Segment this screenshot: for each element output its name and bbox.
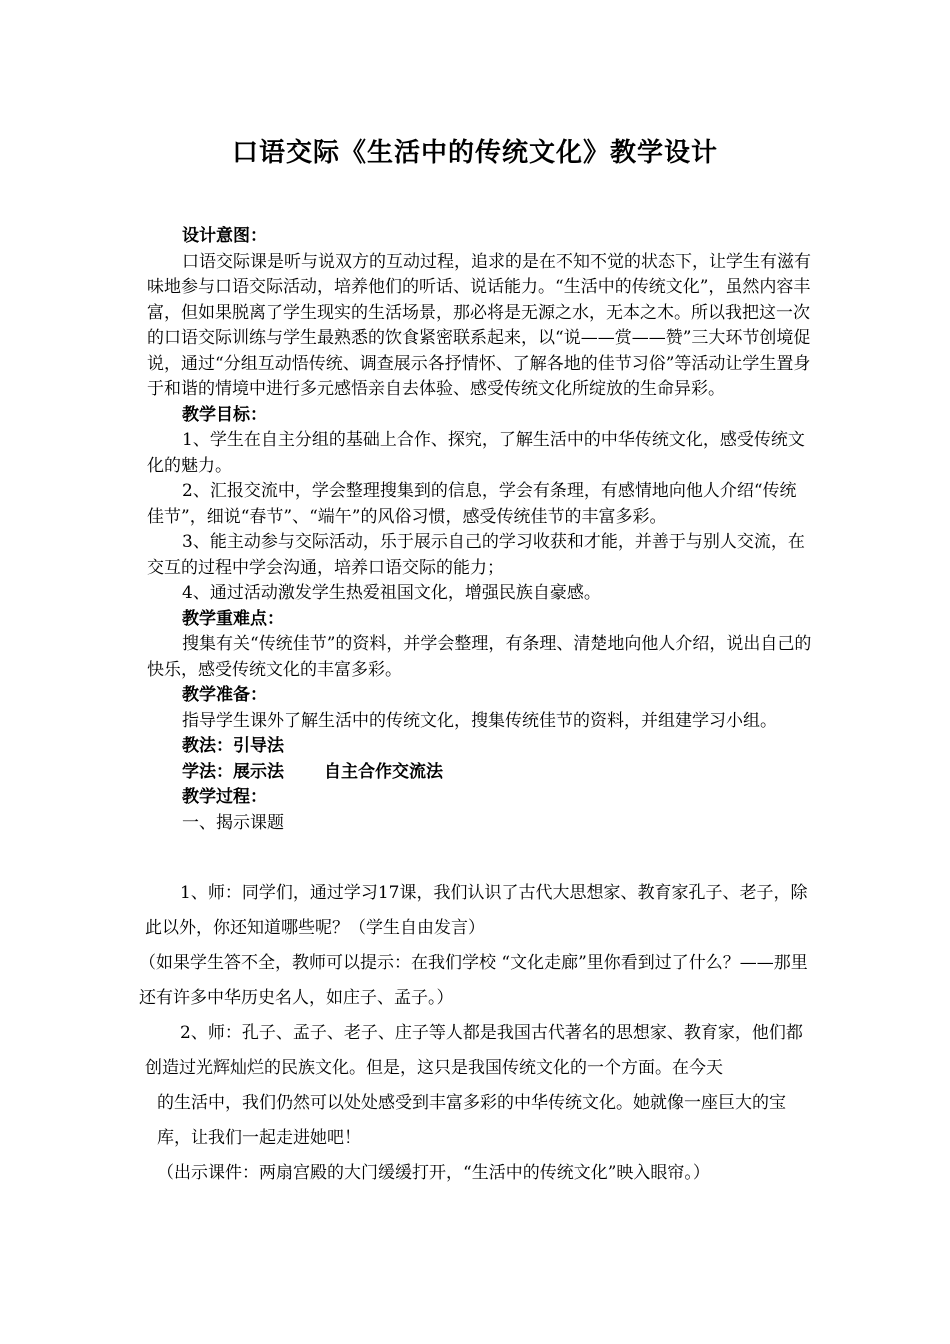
process-body — [139, 876, 815, 1191]
goal-item-4: 4、通过活动激发学生热爱祖国文化，增强民族自豪感。 — [182, 583, 601, 603]
learning-method-extra: 自主合作交流法 — [324, 761, 443, 782]
document-title: 口语交际《生活中的传统文化》教学设计 — [231, 138, 718, 168]
process-paragraph-3b: 的生活中，我们仍然可以处处感受到丰富多彩的中华传统文化。她就像一座巨大的宝库，让我们一起走进她吧！ — [157, 1093, 786, 1148]
learning-method — [147, 760, 812, 786]
process-paragraph-2: （如果学生答不全，教师可以提示：在我们学校 “文化走廊”里你看到过了什么？——那里还有许多中华历史名人，如庄子、孟子。） — [139, 953, 808, 1008]
goals-heading: 教学目标： — [182, 404, 267, 425]
intent-paragraph: 口语交际课是听与说双方的互动过程，追求的是在不知不觉的状态下，让学生有滋有味地参与口语交际活动，培养他们的听话、说话能力。“生活中的传统文化”，虽然内容丰富，但如果脱离了学生现实的生活场景，那必将是无源之水，无本之木。所以我把这一次的口语交际训练与学生最熟悉的饮食紧密联系起来，以“说——赏——赞”三大环节创境促说，通过“分组互动悟传统、调查展示各抒情怀、了解各地的佳节习俗”等活动让学生置身于和谐的情境中进行多元感悟亲自去体验、感受传统文化所绽放的生命异彩。 — [147, 251, 811, 399]
process-paragraph-3a: 2、师：孔子、孟子、老子、庄子等人都是我国古代著名的思想家、教育家，他们都创造过光辉灿烂的民族文化。但是，这只是我国传统文化的一个方面。在今天 — [145, 1023, 803, 1078]
learning-method-label: 学法：展示法 — [182, 761, 284, 782]
keypoints-paragraph: 搜集有关“传统佳节”的资料，并学会整理，有条理、清楚地向他人介绍，说出自己的快乐，感受传统文化的丰富多彩。 — [147, 634, 812, 680]
intent-heading: 设计意图： — [182, 226, 267, 246]
process-paragraph-4: （出示课件：两扇宫殿的大门缓缓打开，“生活中的传统文化”映入眼帘。） — [157, 1163, 710, 1183]
document-body — [147, 224, 812, 836]
teaching-method: 教法：引导法 — [182, 736, 284, 756]
goal-item-3: 3、能主动参与交际活动，乐于展示自己的学习收获和才能，并善于与别人交流，在交互的过程中学会沟通，培养口语交际的能力； — [147, 532, 805, 578]
goal-item-1: 1、学生在自主分组的基础上合作、探究，了解生活中的中华传统文化，感受传统文化的魅力。 — [147, 430, 805, 476]
keypoints-heading: 教学重难点： — [182, 608, 284, 629]
preparation-heading: 教学准备： — [182, 685, 267, 705]
goal-item-2: 2、汇报交流中，学会整理搜集到的信息，学会有条理，有感情地向他人介绍“传统佳节”，细说“春节”、“端午”的风俗习惯，感受传统佳节的丰富多彩。 — [147, 481, 797, 527]
preparation-paragraph: 指导学生课外了解生活中的传统文化，搜集传统佳节的资料，并组建学习小组。 — [182, 710, 777, 731]
section-1-title: 一、揭示课题 — [182, 812, 284, 833]
process-paragraph-1: 1、师：同学们，通过学习17课，我们认识了古代大思想家、教育家孔子、老子，除此以外，你还知道哪些呢？（学生自由发言） — [145, 883, 808, 938]
process-heading: 教学过程： — [182, 787, 267, 807]
